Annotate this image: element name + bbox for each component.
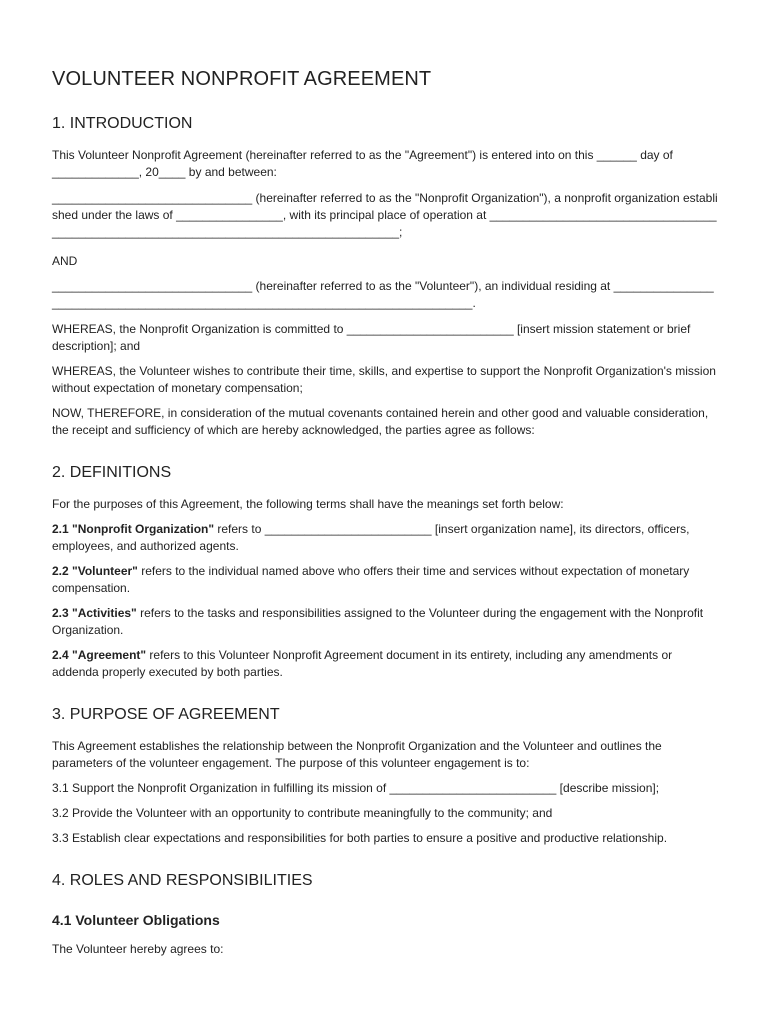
definition-item [52,605,720,639]
list-item: 3.1 Support the Nonprofit Organization in fulfilling its mission of _________________________ [describe mission]; [52,781,660,795]
definition-term: 2.2 "Volunteer" [52,564,138,578]
definition-text: refers to the individual named above who offers their time and services without expectation of monetary compensation. [52,564,690,595]
list-item: 3.3 Establish clear expectations and responsibilities for both parties to ensure a positive and productive relationship. [52,831,668,845]
paragraph: This Volunteer Nonprofit Agreement (hereinafter referred to as the "Agreement") is entered into on this ______ day of _____________, 20____ by and between: [52,148,673,179]
paragraph: This Agreement establishes the relationship between the Nonprofit Organization and the Volunteer and outlines the parameters of the volunteer engagement. The purpose of this volunteer engagement is to: [52,739,662,770]
section-heading: 2. DEFINITIONS [52,464,172,481]
paragraph: ______________________________ (hereinafter referred to as the "Volunteer"), an individual residing at ______________________________________________________________________________. [52,279,714,310]
paragraph: For the purposes of this Agreement, the following terms shall have the meanings set forth below: [52,497,564,511]
paragraph: NOW, THEREFORE, in consideration of the mutual covenants contained herein and other good and valuable consideration, the receipt and sufficiency of which are hereby acknowledged, the parties agree as follows: [52,406,709,437]
definition-term: 2.3 "Activities" [52,606,137,620]
list-item: 3.2 Provide the Volunteer with an opportunity to contribute meaningfully to the community; and [52,806,553,820]
section-purpose [52,706,720,847]
section-roles [52,872,720,958]
definition-term: 2.1 "Nonprofit Organization" [52,522,215,536]
definition-text: refers to _________________________ [insert organization name], its directors, officers, employees, and authorized agents. [52,522,690,553]
section-definitions [52,464,720,681]
paragraph: ______________________________ (hereinafter referred to as the "Nonprofit Organization"), a nonprofit organization established under the laws of ________________, with its principal place of operation at ______________________________________________________________________________________; [52,191,718,239]
paragraph: The Volunteer hereby agrees to: [52,942,224,956]
definition-text: refers to the tasks and responsibilities assigned to the Volunteer during the engagement with the Nonprofit Organization. [52,606,704,637]
definition-item [52,521,720,555]
definition-item [52,563,720,597]
paragraph: WHEREAS, the Nonprofit Organization is committed to _________________________ [insert mission statement or brief description]; and [52,322,691,353]
definition-text: refers to this Volunteer Nonprofit Agreement document in its entirety, including any amendments or addenda properly executed by both parties. [52,648,673,679]
section-heading: 4. ROLES AND RESPONSIBILITIES [52,872,313,889]
subsection-heading: 4.1 Volunteer Obligations [52,912,220,928]
section-introduction [52,115,720,439]
paragraph: WHEREAS, the Volunteer wishes to contribute their time, skills, and expertise to support the Nonprofit Organization's mission without expectation of monetary compensation; [52,364,716,395]
definition-item [52,647,720,681]
definition-term: 2.4 "Agreement" [52,648,147,662]
paragraph: AND [52,254,78,268]
section-heading: 3. PURPOSE OF AGREEMENT [52,706,280,723]
document-title: VOLUNTEER NONPROFIT AGREEMENT [52,68,432,90]
section-heading: 1. INTRODUCTION [52,115,193,132]
